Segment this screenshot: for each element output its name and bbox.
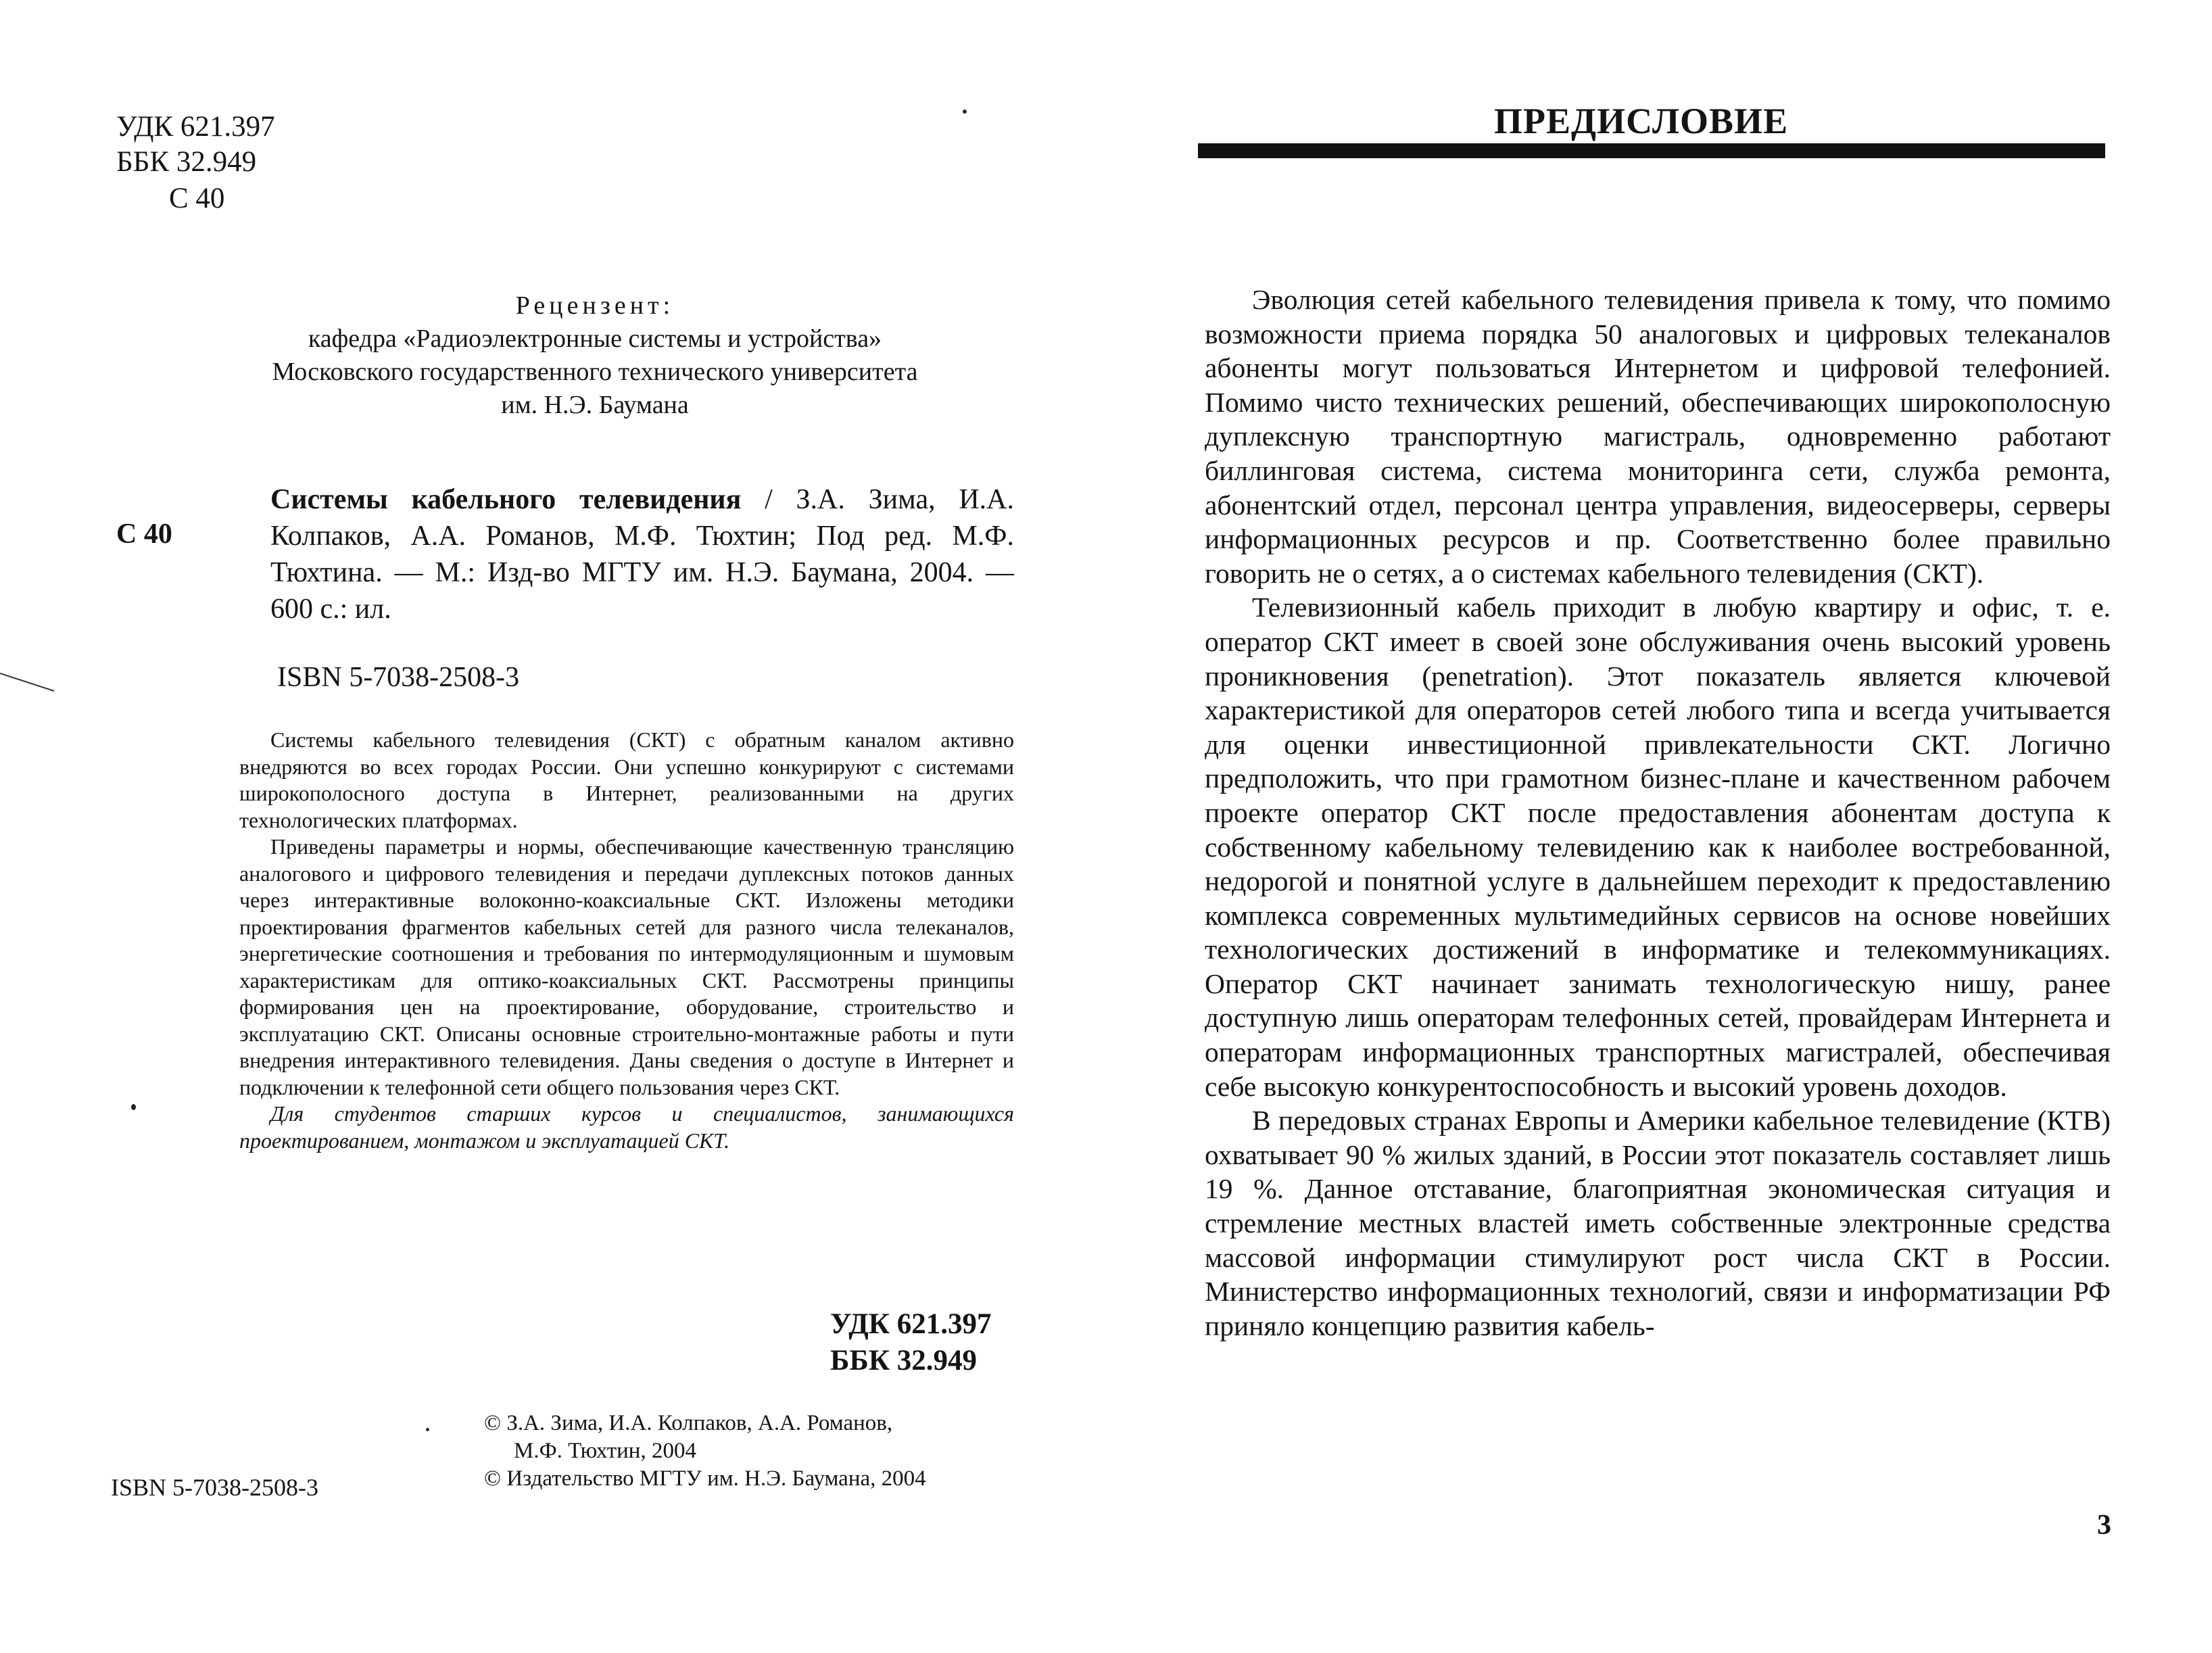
biblio-details: / З.А. Зима, И.А. Колпаков, А.А. Романов, М.Ф. Тюхтин; Под ред. М.Ф. Тюхтина. — М.: Изд-во МГТУ им. Н.Э. Баумана, 2004. — 600 с.: ил. — [270, 484, 1014, 625]
scan-speck — [131, 1104, 136, 1110]
preface-paragraph: В передовых странах Европы и Америки кабельное телевидение (КТВ) охватывает 90 % жилых зданий, в России этот показатель составляет лишь 19 %. Данное отставание, благоприятная экономическая ситуация и стремление местных властей иметь собственные электронные средства массовой информации стимулируют рост числа СКТ в России. Министерство информационных технологий, связи и информатизации РФ приняло концепцию развития кабель- — [1205, 1105, 2111, 1341]
preface-text — [1205, 283, 2111, 1343]
classification-codes — [830, 1306, 991, 1379]
copyright-line: © Издательство МГТУ им. Н.Э. Баумана, 2004 — [484, 1466, 926, 1491]
biblio-author-mark: С 40 — [116, 519, 172, 550]
annotation-paragraph: Приведены параметры и нормы, обеспечивающие качественную трансляцию аналогового и цифрового телевидения и передачи дуплексных потоков данных через интерактивные волоконно-коаксиальные СКТ. Изложены методики проектирования фрагментов кабельных сетей для разного числа телеканалов, энергетические соотношения и требования по интермодуляционным и шумовым характеристикам для оптико-коаксиальных СКТ. Рассмотрены принципы формирования цен на проектирование, оборудование, строительство и эксплуатацию СКТ. Описаны основные строительно-монтажные работы и пути внедрения интерактивного телевидения. Даны сведения о доступе в Интернет и подключении к телефонной сети общего пользования через СКТ. — [239, 834, 1014, 1099]
annotation-paragraph: Системы кабельного телевидения (СКТ) с обратным каналом активно внедряются во всех городах России. Они успешно конкурируют с системами широкополосного доступа в Интернет, реализованными на других технологических платформах. — [239, 727, 1014, 832]
scan-speck — [426, 1428, 429, 1431]
copyright-block — [484, 1410, 926, 1493]
book-title: Системы кабельного телевидения — [270, 484, 742, 515]
annotation-audience: Для студентов старших курсов и специалистов, занимающихся проектированием, монтажом и эксплуатацией СКТ. — [239, 1101, 1014, 1153]
udk-code: УДК 621.397 — [116, 111, 275, 143]
preface-paragraph: Эволюция сетей кабельного телевидения привела к тому, что помимо возможности приема порядка 50 аналоговых и цифровых телеканалов абоненты могут пользоваться Интернетом и цифровой телефонией. Помимо чисто технических решений, обеспечивающих широкополосную дуплексную транспортную магистраль, одновременно работают биллинговая система, система мониторинга сети, служба ремонта, абонентский отдел, персонал центра управления, видеосерверы, серверы информационных ресурсов и пр. Соответственно более правильно говорить не о сетях, а о системах кабельного телевидения (СКТ). — [1205, 284, 2111, 589]
isbn: ISBN 5-7038-2508-3 — [277, 662, 520, 693]
page-title: ПРЕДИСЛОВИЕ — [1494, 101, 1789, 141]
reviewer-line: Московского государственного технического университета — [272, 358, 918, 386]
bbk-code-bold: ББК 32.949 — [830, 1345, 978, 1376]
udk-code-bold: УДК 621.397 — [830, 1308, 992, 1340]
reviewer-block — [203, 289, 987, 422]
preface-paragraph: Телевизионный кабель приходит в любую квартиру и офис, т. е. оператор СКТ имеет в своей зоне обслуживания очень высокий уровень проникновения (penetration). Этот показатель является ключевой характеристикой для операторов сетей любого типа и всегда учитывается для оценки инвестиционной привлекательности СКТ. Логично предположить, что при грамотном бизнес-плане и качественном рабочем проекте оператор СКТ после предоставления абонентам доступа к собственному кабельному телевидению как к наиболее востребованной, недорогой и понятной услуге в дальнейшем переходит к предоставлению комплекса современных мультимедийных сервисов на основе новейших технологических достижений в информатике и телекоммуникациях. Оператор СКТ начинает занимать технологическую нишу, ранее доступную лишь операторам телефонных сетей, провайдерам Интернета и операторам информационных транспортных магистралей, обеспечивая себе высокую конкурентоспособность и высокий уровень доходов. — [1205, 592, 2111, 1102]
reviewer-line: им. Н.Э. Баумана — [501, 391, 689, 419]
reviewer-line: кафедра «Радиоэлектронные системы и устройства» — [308, 325, 882, 353]
reviewer-heading: Рецензент: — [515, 291, 675, 320]
scan-mark — [0, 669, 61, 696]
page-number: 3 — [2097, 1510, 2111, 1541]
bibliographic-record — [270, 481, 1014, 627]
bbk-code: ББК 32.949 — [116, 146, 257, 178]
annotation — [239, 727, 1014, 1154]
isbn-bottom: ISBN 5-7038-2508-3 — [111, 1474, 318, 1501]
copyright-line: М.Ф. Тюхтин, 2004 — [514, 1439, 696, 1463]
copyright-line: © З.А. Зима, И.А. Колпаков, А.А. Романов, — [484, 1411, 893, 1435]
author-mark-code: С 40 — [169, 183, 225, 214]
scan-speck — [963, 110, 967, 114]
title-rule — [1198, 143, 2105, 158]
